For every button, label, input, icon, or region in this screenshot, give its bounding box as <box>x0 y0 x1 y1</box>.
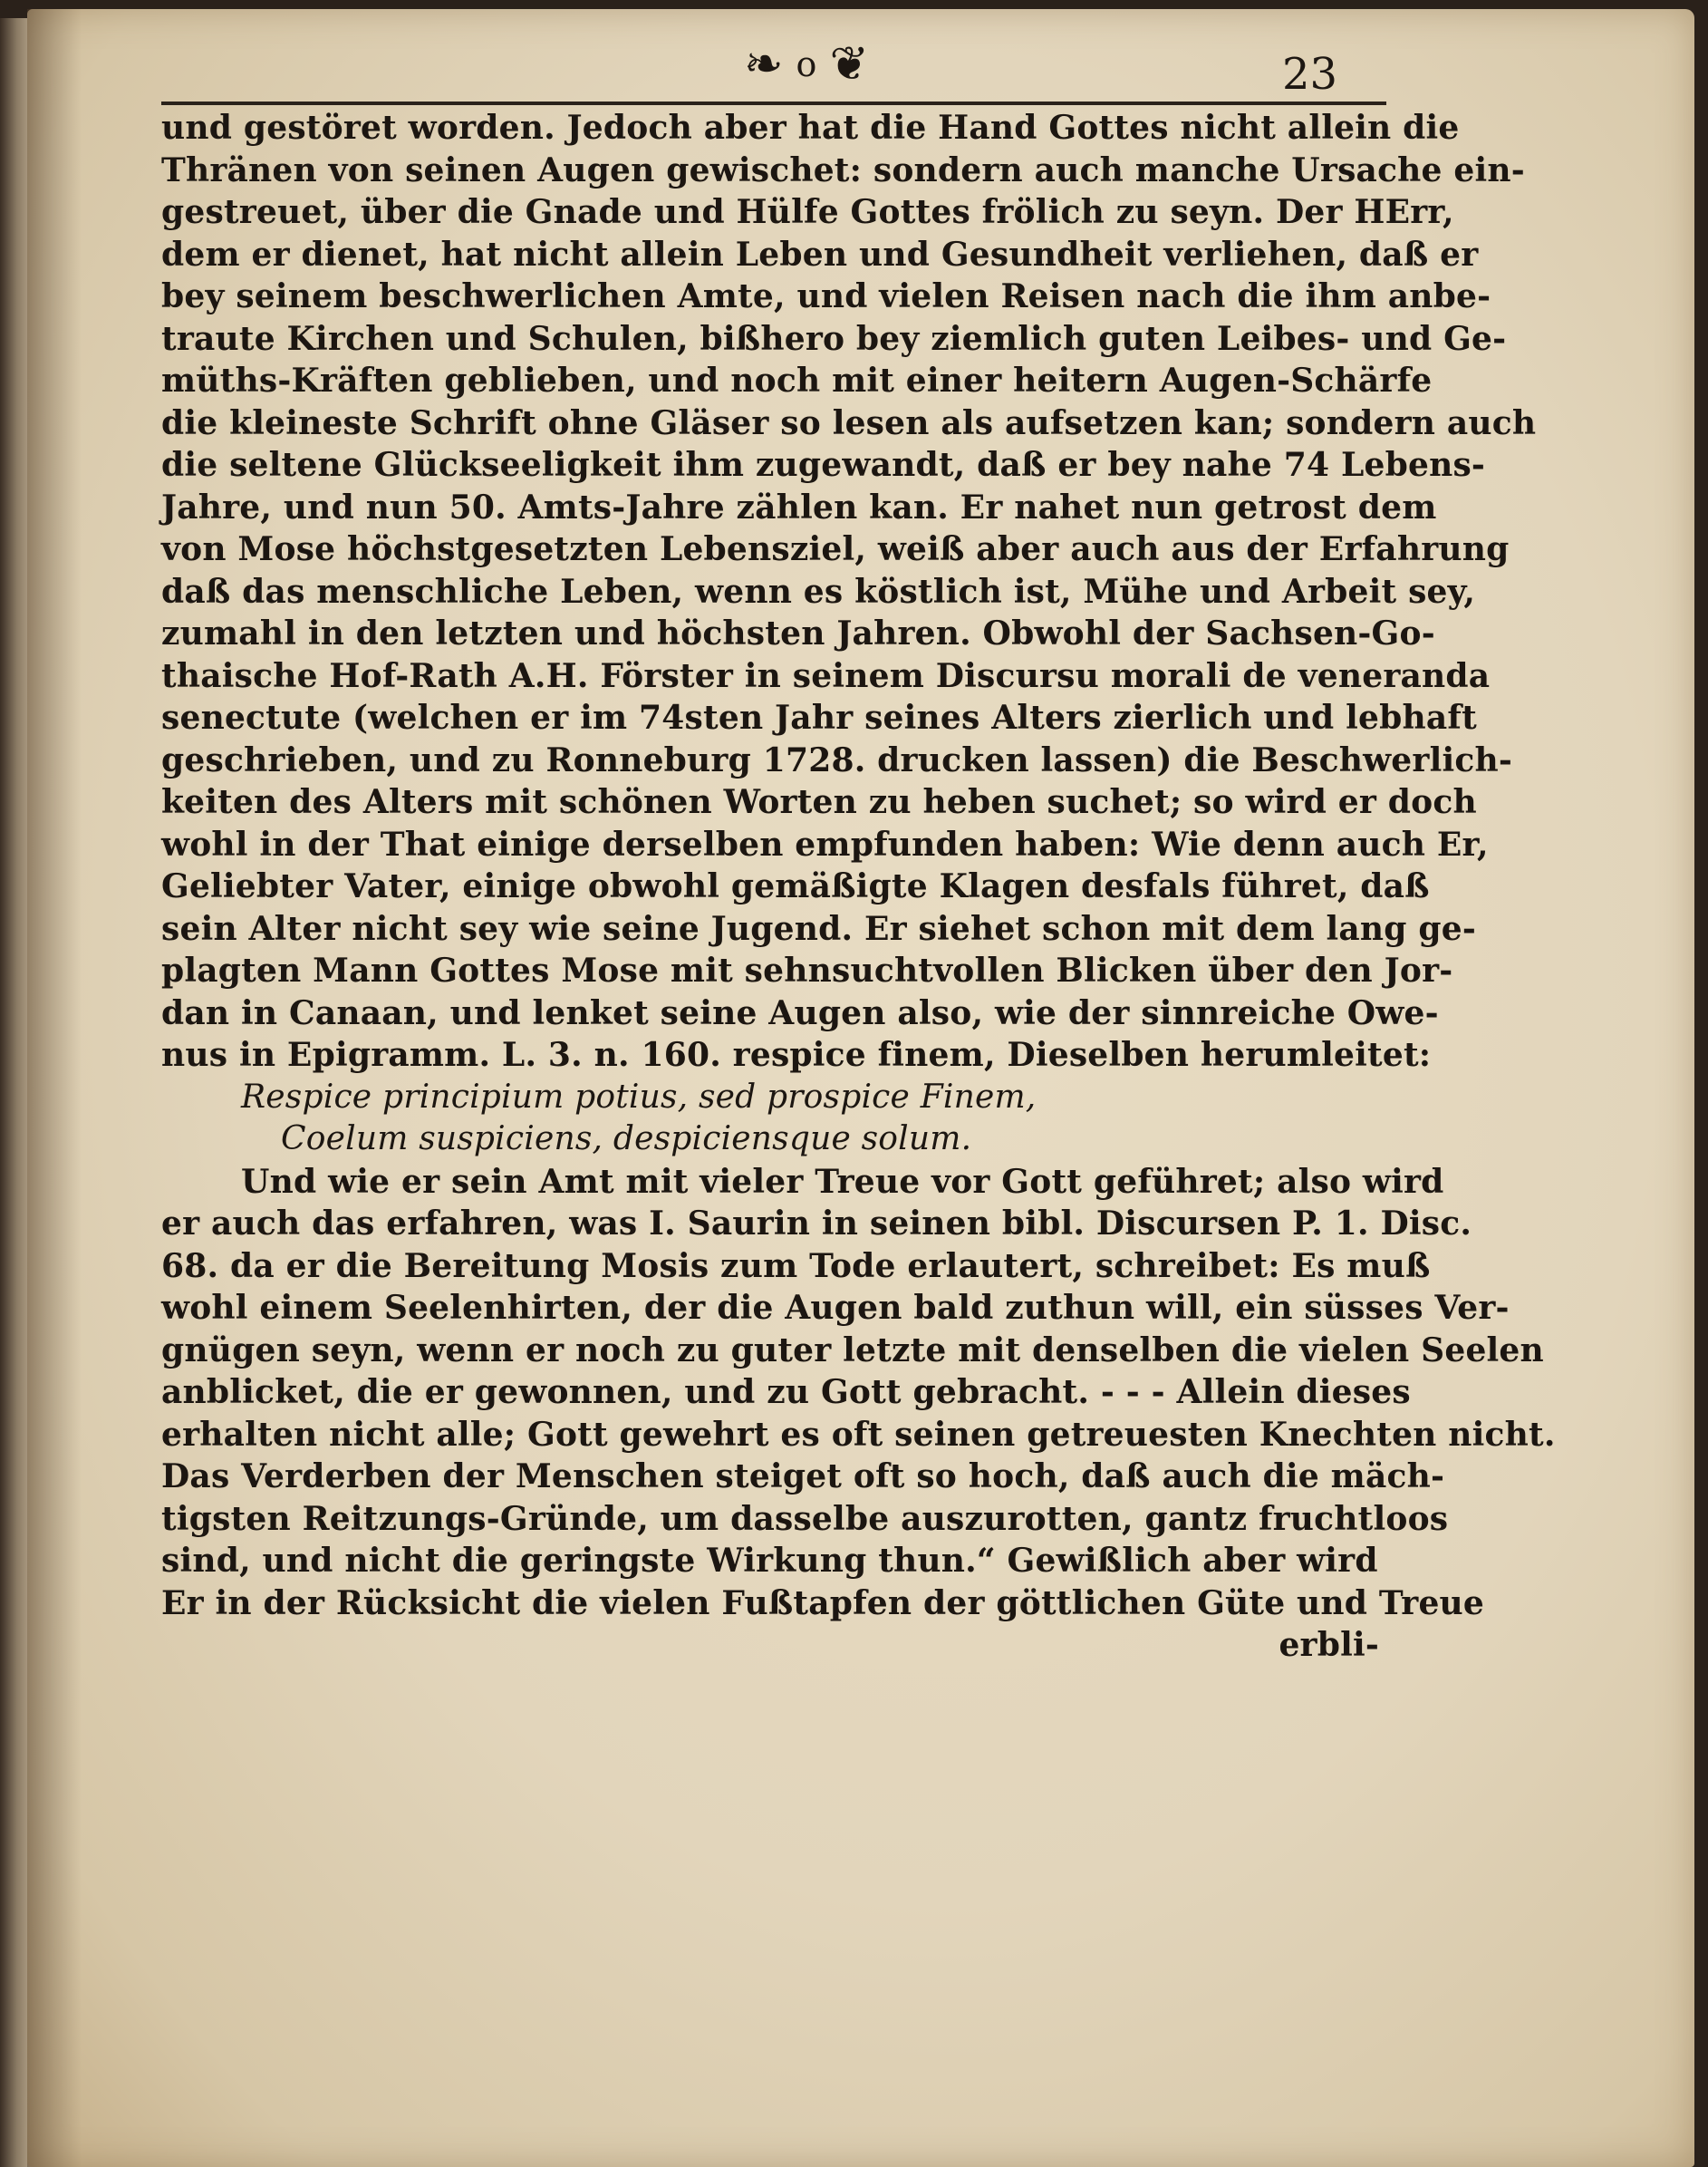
text-line: anblicket, die er gewonnen, und zu Gott gebracht. - - - Allein dieses <box>161 1373 1411 1411</box>
text-line: wohl in der That einige derselben empfunden haben: Wie denn auch Er, <box>161 825 1489 864</box>
text-line: nus in Epigramm. L. 3. n. 160. respice finem, Dieselben herumleitet: <box>161 1036 1432 1074</box>
page-number: 23 <box>1282 49 1338 100</box>
text-line: Thränen von seinen Augen gewischet: sondern auch manche Ursache ein- <box>161 150 1525 189</box>
text-line: 68. da er die Bereitung Mosis zum Tode erlautert, schreibet: Es muß <box>161 1246 1431 1285</box>
ornament-center-icon: o <box>796 44 817 84</box>
text-line: müths-Kräften geblieben, und noch mit einer heitern Augen-Schärfe <box>161 362 1433 400</box>
text-line: dem er dienet, hat nicht allein Leben und Gesundheit verliehen, daß er <box>161 235 1479 274</box>
text-line: und gestöret worden. Jedoch aber hat die Hand Gottes nicht allein die <box>161 109 1460 147</box>
text-line: dan in Canaan, und lenket seine Augen also, wie der sinnreiche Owe- <box>161 993 1439 1032</box>
text-line: wohl einem Seelenhirten, der die Augen bald zuthun will, ein süsses Ver- <box>161 1289 1510 1327</box>
text-line: gestreuet, über die Gnade und Hülfe Gottes frölich zu seyn. Der HErr, <box>161 193 1454 231</box>
header-rule <box>161 102 1386 105</box>
text-line: plagten Mann Gottes Mose mit sehnsuchtvollen Blicken über den Jor- <box>161 952 1453 990</box>
body-text <box>161 107 1556 1667</box>
text-line: Jahre, und nun 50. Amts-Jahre zählen kan. Er nahet nun getrost dem <box>161 488 1437 527</box>
text-line: zumahl in den letzten und höchsten Jahren. Obwohl der Sachsen-Go- <box>161 614 1435 653</box>
verse-line: Respice principium potius, sed prospice Finem, <box>241 1078 1037 1116</box>
text-line: gnügen seyn, wenn er noch zu guter letzte mit denselben die vielen Seelen <box>161 1330 1544 1369</box>
text-line: erhalten nicht alle; Gott gewehrt es oft seinen getreuesten Knechten nicht. <box>161 1415 1556 1454</box>
text-line: Das Verderben der Menschen steiget oft so hoch, daß auch die mäch- <box>161 1457 1445 1495</box>
text-line: geschrieben, und zu Ronneburg 1728. drucken lassen) die Beschwerlich- <box>161 740 1512 779</box>
text-line: sein Alter nicht sey wie seine Jugend. Er siehet schon mit dem lang ge- <box>161 909 1477 948</box>
text-line: die seltene Glückseeligkeit ihm zugewandt, daß er bey nahe 74 Lebens- <box>161 446 1486 484</box>
text-line: traute Kirchen und Schulen, bißhero bey ziemlich guten Leibes- und Ge- <box>161 319 1507 358</box>
text-line: von Mose höchstgesetzten Lebensziel, weiß aber auch aus der Erfahrung <box>161 530 1510 568</box>
text-line: Er in der Rücksicht die vielen Fußtapfen der göttlichen Güte und Treue <box>161 1583 1485 1622</box>
text-line: er auch das erfahren, was I. Saurin in seinen bibl. Discursen P. 1. Disc. <box>161 1204 1472 1243</box>
ornament-left-icon: ❧ <box>743 37 784 92</box>
text-line: senectute (welchen er im 74sten Jahr seines Alters zierlich und lebhaft <box>161 699 1477 737</box>
binding-gutter-shadow <box>27 9 82 2167</box>
verse-line: Coelum suspiciens, despiciensque solum. <box>281 1120 972 1157</box>
ornament-right-icon: ❦ <box>829 37 870 92</box>
text-line: bey seinem beschwerlichen Amte, und vielen Reisen nach die ihm anbe- <box>161 277 1491 315</box>
text-line: daß das menschliche Leben, wenn es köstlich ist, Mühe und Arbeit sey, <box>161 572 1476 611</box>
paragraph-start-line: Und wie er sein Amt mit vieler Treue vor Gott geführet; also wird <box>241 1162 1444 1201</box>
header-ornament <box>671 37 942 92</box>
text-line: Geliebter Vater, einige obwohl gemäßigte Klagen desfals führet, daß <box>161 867 1430 905</box>
text-line: die kleineste Schrift ohne Gläser so lesen als aufsetzen kan; sondern auch <box>161 403 1537 442</box>
text-line: tigsten Reitzungs-Gründe, um dasselbe auszurotten, gantz fruchtloos <box>161 1499 1449 1538</box>
text-line: thaische Hof-Rath A.H. Förster in seinem Discursu morali de veneranda <box>161 656 1491 695</box>
text-line: keiten des Alters mit schönen Worten zu heben suchet; so wird er doch <box>161 783 1477 821</box>
text-line: sind, und nicht die geringste Wirkung thun.“ Gewißlich aber wird <box>161 1542 1378 1580</box>
catchword: erbli- <box>1279 1626 1379 1664</box>
